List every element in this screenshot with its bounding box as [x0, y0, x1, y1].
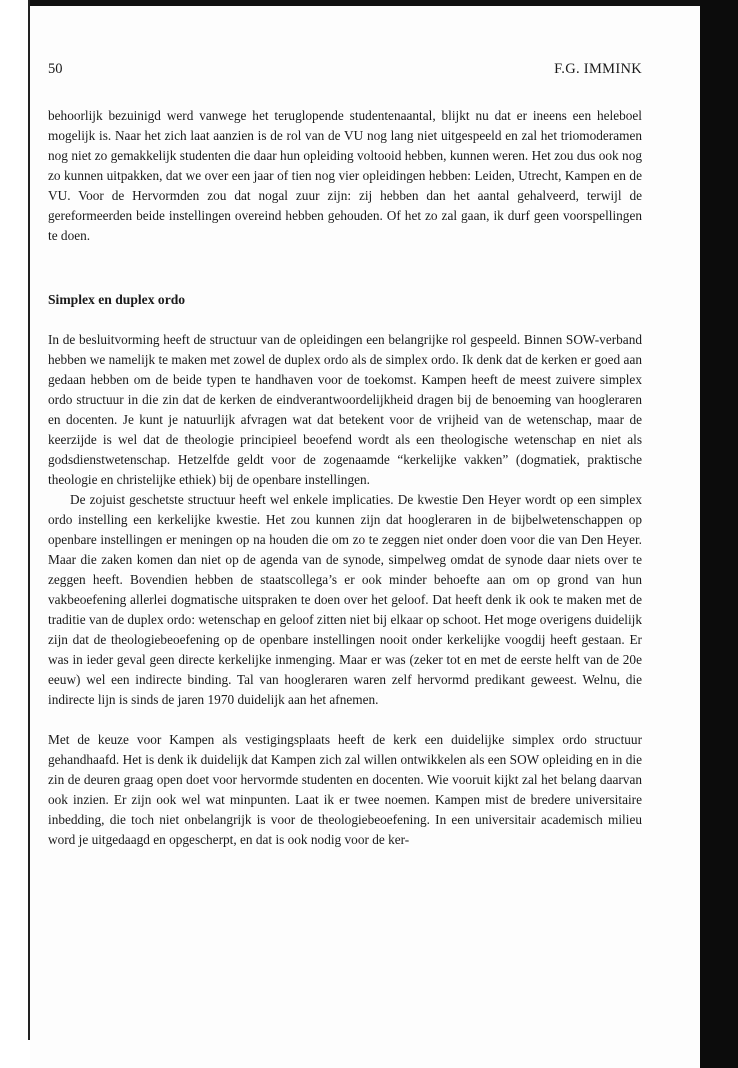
paragraph: Met de keuze voor Kampen als vestigingsplaats heeft de kerk een duidelijke simplex ordo structuur gehandhaafd. Het is denk ik duidelijk dat Kampen zich zal willen ontwikkelen als een SOW opleiding en in die zin de deuren graag open doet voor hervormde studenten en docenten. Wie vooruit kijkt zal het belang daarvan ook inzien. Er zijn ook wel wat minpunten. Laat ik er twee noemen. Kampen mist de bredere universitaire inbedding, die toch niet onbelangrijk is voor de theologiebeoefening. In een universitair academisch milieu word je uitgedaagd en opgescherpt, en dat is ook nodig voor de ker-	[48, 732, 642, 847]
running-head-author: F.G. IMMINK	[554, 61, 642, 77]
scan-border-right	[700, 0, 738, 1068]
paragraph-continued: behoorlijk bezuinigd werd vanwege het teruglopende studentenaantal, blijkt nu dat er ineens een heleboel mogelijk is. Naar het zich laat aanzien is de rol van de VU nog lang niet uitgespeeld en zal het triomoderamen nog niet zo gemakkelijk studenten die daar hun opleiding voltooid hebben, kunnen weren. Het zou dus ook nog zo kunnen uitpakken, dat we over een jaar of tien nog vier opleidingen hebben: Leiden, Utrecht, Kampen en de VU. Voor de Hervormden zou dat nogal zuur zijn: zij hebben dan het aantal gehalveerd, terwijl de gereformeerden beide instellingen overeind hebben gehouden. Of het zo zal gaan, ik durf geen voorspellingen te doen.	[48, 108, 642, 243]
paragraph: De zojuist geschetste structuur heeft wel enkele implicaties. De kwestie Den Heyer wordt op een simplex ordo instelling een kerkelijke kwestie. Het zou kunnen zijn dat hoogleraren in de bijbelwetenschappen op openbare instellingen er meningen op na houden die om zo te zeggen niet onder doen voor die van Den Heyer. Maar die zaken komen dan niet op de agenda van de synode, simpelweg omdat de synode daar niets over te zeggen heeft. Bovendien hebben de staatscollega’s er ook minder behoefte aan om op grond van hun vakbeoefening allerlei dogmatische uitspraken te doen over het geloof. Dat heeft denk ik ook te maken met de traditie van de duplex ordo: wetenschap en geloof zitten niet bij elkaar op schoot. Het moge overigens duidelijk zijn dat de theologiebeoefening op de openbare instellingen nooit onder kerkelijke voogdij heeft gestaan. Er was in ieder geval geen directe kerkelijke inmenging. Maar er was (zeker tot en met de eerste helft van de 20e eeuw) wel een indirecte binding. Tal van hoogleraren waren zelf hervormd predikant geweest. Welnu, die indirecte lijn is sinds de jaren 1970 duidelijk aan het afnemen.	[48, 492, 642, 707]
page-number: 50	[48, 61, 63, 77]
section-heading: Simplex en duplex ordo	[48, 292, 186, 307]
paragraph: In de besluitvorming heeft de structuur van de opleidingen een belangrijke rol gespeeld. Binnen SOW-verband hebben we namelijk te maken met zowel de duplex ordo als de simplex ordo. Ik denk dat de kerken er goed aan gedaan hebben om de beide typen te handhaven voor de toekomst. Kampen heeft de meest zuivere simplex ordo structuur in die zin dat de kerken de eindverantwoordelijkheid dragen bij de benoeming van hoogleraren en docenten. Je kunt je natuurlijk afvragen wat dat betekent voor de vrijheid van de wetenschap, maar de keerzijde is wel dat de theologie principieel beoefend wordt als een theologische wetenschap en niet als godsdienstwetenschap. Hetzelfde geldt voor de zogenaamde “kerkelijke vakken” (dogmatiek, praktische theologie en christelijke ethiek) bij de openbare instellingen.	[48, 332, 642, 487]
body-text	[48, 106, 642, 850]
